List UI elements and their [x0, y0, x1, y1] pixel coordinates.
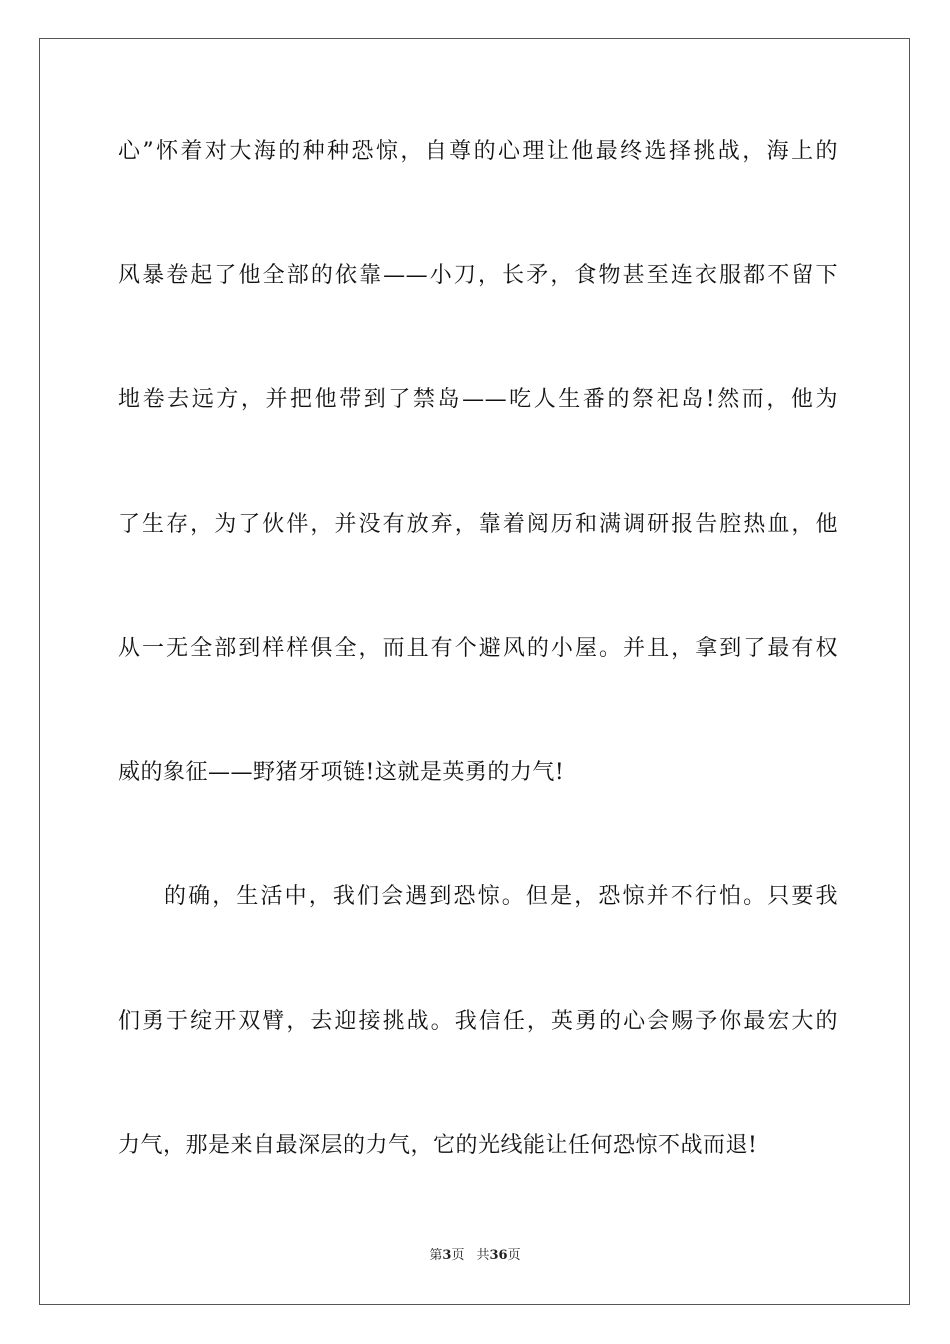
- body-line-9: 力气，那是来自最深层的力气，它的光线能让任何恐惊不战而退!: [118, 1133, 758, 1158]
- body-line-6: 威的象征——野猪牙项链!这就是英勇的力气!: [118, 760, 565, 785]
- body-line-8: 们勇于绽开双臂，去迎接挑战。我信任，英勇的心会赐予你最宏大的: [118, 1009, 838, 1034]
- body-line-7: 的确，生活中，我们会遇到恐惊。但是，恐惊并不行怕。只要我: [164, 884, 838, 909]
- page-border: [39, 38, 910, 1305]
- body-line-5: 从一无全部到样样俱全，而且有个避风的小屋。并且，拿到了最有权: [118, 636, 838, 661]
- body-line-2: 风暴卷起了他全部的依靠——小刀，长矛，食物甚至连衣服都不留下: [118, 263, 838, 288]
- footer-total-prefix: 共: [476, 1248, 490, 1263]
- body-line-3: 地卷去远方，并把他带到了禁岛——吃人生番的祭祀岛!然而，他为: [118, 387, 838, 412]
- footer-page-prefix: 第: [429, 1248, 443, 1263]
- body-line-1: 心”怀着对大海的种种恐惊，自尊的心理让他最终选择挑战，海上的: [118, 139, 838, 164]
- footer-page-number: 3: [442, 1248, 452, 1263]
- footer-total-suffix: 页: [507, 1248, 521, 1263]
- page-footer: [0, 1247, 950, 1265]
- footer-total-pages: 36: [489, 1248, 508, 1263]
- body-line-4: 了生存，为了伙伴，并没有放弃，靠着阅历和满调研报告腔热血，他: [118, 512, 838, 537]
- footer-page-suffix: 页: [451, 1248, 465, 1263]
